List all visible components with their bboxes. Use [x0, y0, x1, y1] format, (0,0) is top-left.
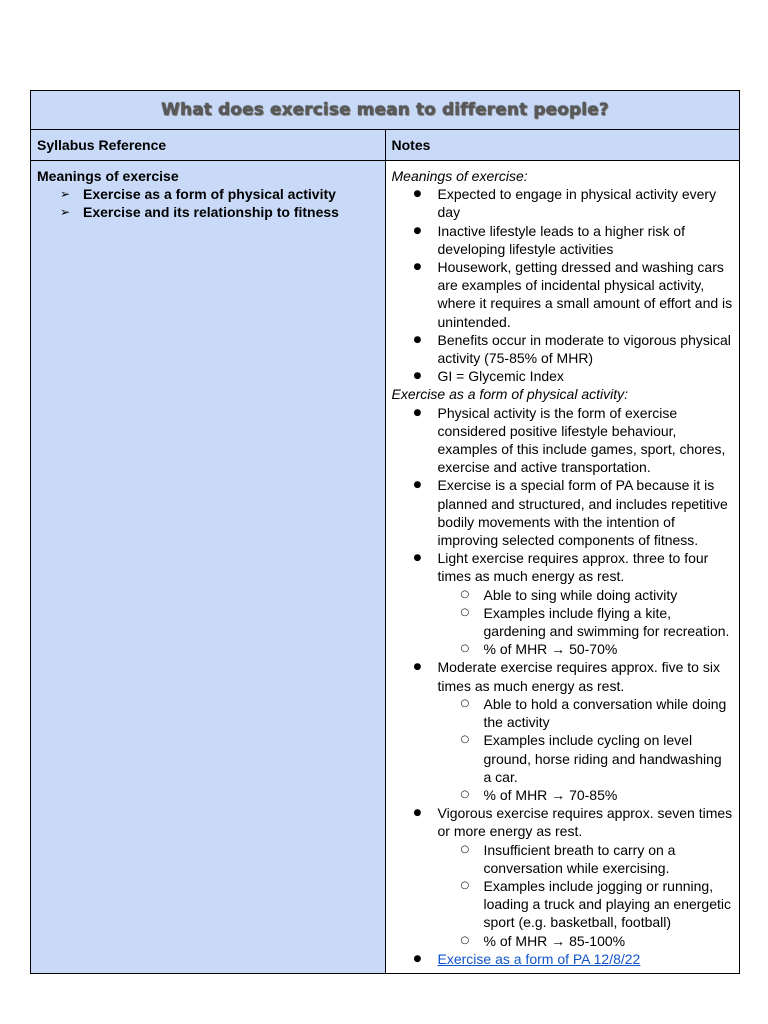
- list-item: [392, 549, 734, 658]
- exercise-notes-table: [30, 90, 740, 974]
- list-item: [392, 804, 734, 950]
- moderate-exercise-text: Moderate exercise requires approx. five to six times as much energy as rest.: [437, 659, 720, 694]
- vigorous-exercise-sublist: [438, 841, 734, 950]
- syllabus-reference-cell: [31, 161, 386, 974]
- vigorous-exercise-text: Vigorous exercise requires approx. seven times or more energy as rest.: [437, 805, 733, 840]
- list-item: ● Housework, getting dressed and washing cars are examples of incidental physical activity, where it requires a small amount of effort and is unintended.: [392, 258, 734, 331]
- title-row: [31, 91, 740, 130]
- notes-cell: [385, 161, 740, 974]
- notes-section-heading: Meanings of exercise:: [391, 168, 528, 184]
- notes-section-heading: Exercise as a form of physical activity:: [391, 386, 629, 403]
- sub-list-item: ○ Examples include flying a kite, gardening and swimming for recreation.: [438, 604, 734, 640]
- list-item: ● Physical activity is the form of exercise considered positive lifestyle behaviour, examples of this include games, sport, chores, exercise and active transportation.: [392, 404, 734, 477]
- sub-list-item: ○ Able to hold a conversation while doing the activity: [438, 695, 734, 731]
- list-item: [392, 950, 734, 968]
- notes-header: Notes: [385, 130, 740, 161]
- light-exercise-sublist: [438, 586, 734, 659]
- sub-list-item: ○ Able to sing while doing activity: [438, 586, 734, 604]
- light-exercise-text: Light exercise requires approx. three to four times as much energy as rest.: [437, 550, 709, 585]
- sub-list-item: ○ Insufficient breath to carry on a conversation while exercising.: [438, 841, 734, 877]
- sub-list-item: ○ % of MHR → 50-70%: [438, 640, 734, 658]
- list-item: ● Expected to engage in physical activity every day: [392, 185, 734, 221]
- sub-list-item: ○ % of MHR → 70-85%: [438, 786, 734, 804]
- list-item: ● Exercise is a special form of PA because it is planned and structured, and includes repetitive bodily movements with the intention of improving selected components of fitness.: [392, 476, 734, 549]
- list-item: ● Benefits occur in moderate to vigorous physical activity (75-85% of MHR): [392, 331, 734, 367]
- exercise-pa-link[interactable]: Exercise as a form of PA 12/8/22: [437, 950, 641, 967]
- content-row: [31, 161, 740, 974]
- list-item: [392, 658, 734, 804]
- sub-list-item: ○ % of MHR → 85-100%: [438, 932, 734, 950]
- list-item: ● GI = Glycemic Index: [392, 367, 734, 385]
- syllabus-item: ➢ Exercise as a form of physical activity: [37, 185, 379, 203]
- table-title: What does exercise mean to different people?: [31, 91, 740, 130]
- header-row: [31, 130, 740, 161]
- syllabus-list: [37, 185, 379, 221]
- moderate-exercise-sublist: [438, 695, 734, 804]
- syllabus-item: ➢ Exercise and its relationship to fitness: [37, 203, 379, 221]
- sub-list-item: ○ Examples include jogging or running, loading a truck and playing an energetic sport (e.g. basketball, football): [438, 877, 734, 932]
- notes-bullet-list: [392, 185, 734, 385]
- notes-bullet-list: [392, 404, 734, 968]
- syllabus-heading: Meanings of exercise: [37, 168, 179, 184]
- sub-list-item: ○ Examples include cycling on level ground, horse riding and handwashing a car.: [438, 731, 734, 786]
- syllabus-reference-header: Syllabus Reference: [31, 130, 386, 161]
- list-item: ● Inactive lifestyle leads to a higher risk of developing lifestyle activities: [392, 222, 734, 258]
